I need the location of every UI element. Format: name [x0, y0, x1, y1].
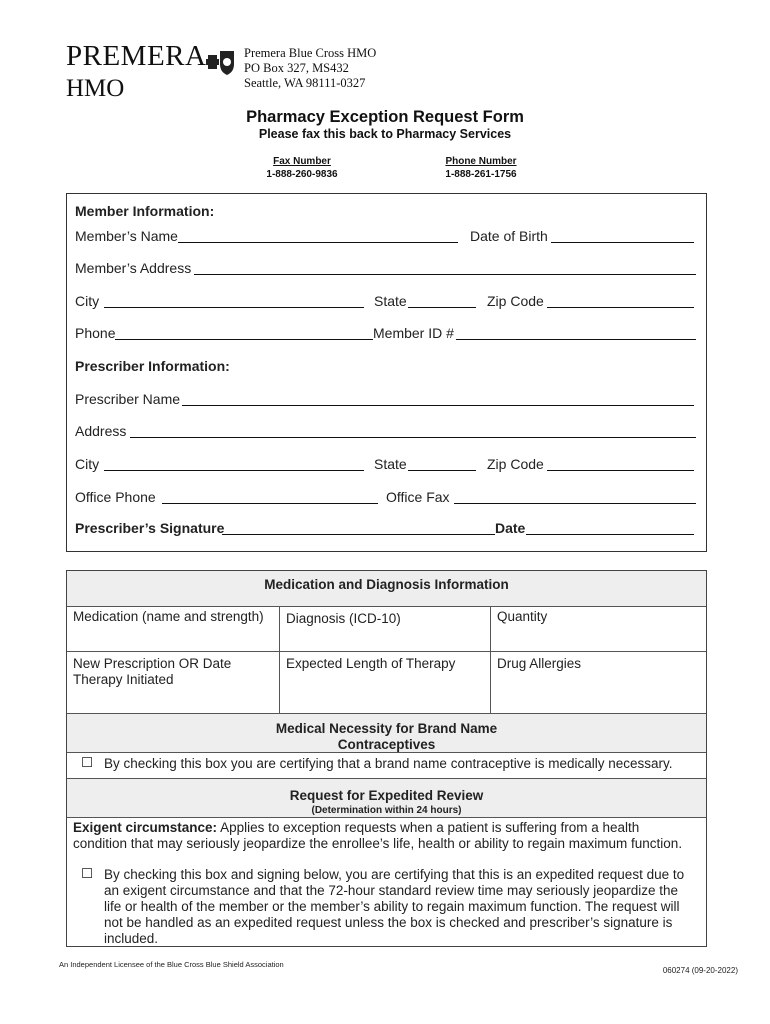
member-city-field[interactable]: [104, 307, 364, 308]
prescriber-name-label: Prescriber Name: [75, 391, 181, 407]
dob-label: Date of Birth: [470, 228, 548, 244]
necessity-checkbox-text: By checking this box you are certifying that a brand name contraceptive is medically necessary.: [104, 756, 673, 771]
table-divider: [279, 607, 280, 713]
member-id-label: Member ID #: [373, 325, 454, 341]
form-title: Pharmacy Exception Request Form: [246, 108, 524, 126]
member-info-heading: Member Information:: [75, 203, 215, 219]
member-name-label: Member’s Name: [75, 228, 178, 244]
prescriber-zip-label: Zip Code: [487, 456, 544, 472]
form-subtitle: Please fax this back to Pharmacy Services: [258, 127, 512, 141]
therapy-length-label: Expected Length of Therapy: [286, 656, 456, 671]
expedited-text-line: an exigent circumstance and that the 72-hour standard review time may seriously jeopardize the: [104, 883, 679, 898]
office-fax-label: Office Fax: [386, 489, 450, 505]
address-line-3: Seattle, WA 98111-0327: [244, 76, 366, 90]
new-rx-label-line2: Therapy Initiated: [73, 672, 174, 687]
member-zip-field[interactable]: [547, 307, 694, 308]
prescriber-zip-field[interactable]: [547, 470, 694, 471]
signature-date-label: Date: [495, 520, 526, 536]
prescriber-address-field[interactable]: [130, 437, 696, 438]
address-line-2: PO Box 327, MS432: [244, 61, 349, 75]
table-divider: [67, 651, 706, 652]
prescriber-name-field[interactable]: [182, 405, 694, 406]
member-city-label: City: [75, 293, 100, 309]
member-address-field[interactable]: [194, 274, 696, 275]
exigent-text-line1: [73, 820, 639, 836]
dob-field[interactable]: [551, 242, 694, 243]
necessity-heading-line1: Medical Necessity for Brand Name: [275, 721, 498, 736]
expedited-text-line: life or health of the member or the member’s ability to regain maximum function. The request will: [104, 899, 680, 914]
premera-logo-text: PREMERA: [66, 40, 207, 72]
necessity-checkbox[interactable]: ☐: [81, 755, 94, 770]
hmo-logo-text: HMO: [66, 75, 125, 102]
fax-number-value: 1-888-260-9836: [266, 169, 338, 180]
medication-heading: Medication and Diagnosis Information: [264, 577, 509, 592]
diagnosis-label: Diagnosis (ICD-10): [286, 611, 401, 626]
signature-date-field[interactable]: [526, 534, 694, 535]
necessity-heading-line2: Contraceptives: [337, 737, 436, 752]
new-rx-label-line1: New Prescription OR Date: [73, 656, 232, 671]
expedited-heading: Request for Expedited Review: [289, 788, 484, 803]
office-phone-label: Office Phone: [75, 489, 156, 505]
medication-name-label: Medication (name and strength): [73, 609, 264, 624]
member-id-field[interactable]: [456, 339, 696, 340]
prescriber-signature-label: Prescriber’s Signature: [75, 520, 225, 536]
address-line-1: Premera Blue Cross HMO: [244, 46, 377, 60]
prescriber-state-field[interactable]: [408, 470, 476, 471]
phone-number-value: 1-888-261-1756: [445, 169, 517, 180]
licensee-footer: An Independent Licensee of the Blue Cross Blue Shield Association: [59, 960, 284, 969]
exigent-label: Exigent circumstance:: [73, 820, 218, 835]
prescriber-city-label: City: [75, 456, 100, 472]
member-name-field[interactable]: [178, 242, 458, 243]
office-fax-field[interactable]: [454, 503, 696, 504]
expedited-text-line: included.: [104, 931, 159, 946]
prescriber-city-field[interactable]: [104, 470, 364, 471]
expedited-text-line: By checking this box and signing below, you are certifying that this is an expedited request due to: [104, 867, 685, 882]
drug-allergies-label: Drug Allergies: [497, 656, 582, 671]
expedited-checkbox[interactable]: ☐: [81, 866, 94, 881]
blue-cross-shield-icon: [206, 48, 238, 76]
table-divider: [490, 607, 491, 713]
member-phone-label: Phone: [75, 325, 116, 341]
prescriber-state-label: State: [374, 456, 407, 472]
prescriber-signature-field[interactable]: [222, 534, 495, 535]
expedited-subheading: (Determination within 24 hours): [311, 805, 462, 816]
fax-number-label: Fax Number: [273, 156, 331, 167]
member-state-field[interactable]: [408, 307, 476, 308]
phone-number-label: Phone Number: [445, 156, 517, 167]
member-state-label: State: [374, 293, 407, 309]
prescriber-address-label: Address: [75, 423, 127, 439]
office-phone-field[interactable]: [162, 503, 378, 504]
member-address-label: Member’s Address: [75, 260, 192, 276]
exigent-text: Applies to exception requests when a patient is suffering from a health: [217, 820, 640, 835]
member-phone-field[interactable]: [115, 339, 373, 340]
quantity-label: Quantity: [497, 609, 548, 624]
form-number-footer: 060274 (09-20-2022): [662, 966, 738, 975]
expedited-text-line: not be handled as an expedited request unless the box is checked and prescriber’s signature is: [104, 915, 673, 930]
member-zip-label: Zip Code: [487, 293, 544, 309]
exigent-text-line2: condition that may seriously jeopardize the enrollee’s life, health or ability to regain maximum function.: [73, 836, 683, 851]
prescriber-info-heading: Prescriber Information:: [75, 358, 230, 374]
